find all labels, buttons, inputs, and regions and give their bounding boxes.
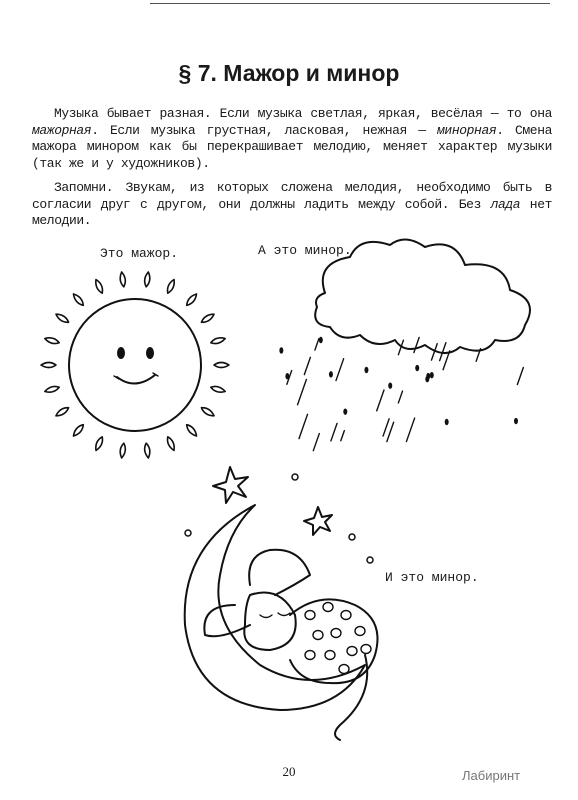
- caption-minor-rain: А это минор.: [258, 243, 352, 258]
- bunny-spot: [355, 627, 365, 636]
- rain-drop: [514, 418, 518, 424]
- bunny-spot: [305, 611, 315, 620]
- sun-ray: [44, 336, 60, 345]
- rain-drop: [319, 337, 323, 343]
- rain-streak: [406, 418, 414, 441]
- text-segment: Музыка бывает разная. Если музыка светлая, яркая, весёлая — то она: [54, 106, 552, 121]
- bunny-spot: [323, 603, 333, 612]
- bunny-spot: [325, 651, 335, 660]
- rain-streak: [313, 434, 319, 451]
- paragraph-remember: [32, 180, 552, 230]
- sun-ray: [210, 385, 226, 394]
- dot-star-icon: [185, 530, 191, 536]
- sun-ray: [144, 443, 151, 459]
- sun-ray: [119, 272, 126, 288]
- rain-streak: [517, 367, 523, 384]
- rain-streak: [398, 391, 402, 403]
- rain-drop: [415, 365, 419, 371]
- rain-lines: [279, 337, 523, 451]
- sun-left-eye: [117, 347, 125, 359]
- rain-cloud-illustration: [255, 235, 545, 455]
- sun-illustration: [35, 265, 235, 465]
- moon-bunny-illustration: [160, 455, 400, 755]
- watermark-logo: Лабиринт: [462, 768, 521, 783]
- sun-ray: [185, 423, 199, 438]
- rain-streak: [414, 337, 419, 352]
- bunny-spot: [313, 631, 323, 640]
- sun-smile: [117, 375, 155, 384]
- cloud-outline: [315, 239, 530, 353]
- text-segment: Запомни. Звукам, из которых сложена мелодия, необходимо быть в согласии друг с другом, они должны ладить между собой. Без: [32, 180, 552, 212]
- rain-drop: [279, 347, 283, 353]
- sun-ray: [200, 406, 215, 418]
- italic-term: минорная: [437, 122, 497, 138]
- sun-ray: [200, 312, 215, 324]
- caption-minor-moon: И это минор.: [385, 570, 479, 585]
- bunny-spot: [305, 651, 315, 660]
- star-2-icon: [304, 507, 332, 535]
- dot-star-icon: [367, 557, 373, 563]
- bunny-closed-eyes: [260, 613, 290, 618]
- rain-streak: [315, 339, 319, 350]
- rain-streak: [387, 422, 394, 441]
- sun-face-circle: [69, 299, 201, 431]
- caption-major: Это мажор.: [100, 246, 179, 261]
- top-rule: [150, 3, 550, 4]
- text-segment: нет мелодии.: [32, 196, 552, 228]
- star-1-icon: [213, 467, 248, 503]
- bunny-spots: [305, 603, 371, 674]
- crescent-moon: [185, 505, 365, 710]
- sun-ray: [166, 436, 177, 452]
- text-segment: . Смена мажора минором как бы перекрашивает мелодию, меняет характер музыки (так же и у художников).: [32, 122, 552, 171]
- sun-ray: [94, 278, 105, 294]
- rain-drop: [425, 376, 429, 382]
- sun-ray: [41, 363, 56, 368]
- rain-streak: [298, 379, 307, 404]
- rain-streak: [377, 390, 384, 411]
- sun-ray: [94, 436, 105, 452]
- sun-right-eye: [146, 347, 154, 359]
- rain-streak: [341, 431, 345, 441]
- bunny-ear: [249, 550, 310, 595]
- rain-streak: [299, 414, 308, 438]
- text-segment: . Если музыка грустная, ласковая, нежная —: [91, 122, 438, 138]
- rain-drop: [388, 382, 392, 388]
- rain-streak: [331, 423, 337, 441]
- rain-streak: [336, 359, 344, 381]
- italic-term: лада: [490, 196, 521, 212]
- sun-ray: [55, 406, 70, 418]
- page-title: § 7. Мажор и минор: [178, 60, 400, 86]
- italic-term: мажорная: [32, 122, 92, 138]
- sun-ray: [119, 443, 126, 459]
- page-number: 20: [282, 764, 296, 779]
- paragraph-major-minor: [32, 106, 552, 172]
- bunny-spot: [361, 645, 371, 654]
- rain-drop: [445, 419, 449, 425]
- sun-ray: [72, 423, 86, 438]
- rain-drop: [430, 372, 434, 378]
- bunny-spot: [341, 611, 351, 620]
- rain-streak: [383, 419, 389, 436]
- sun-ray: [214, 363, 229, 368]
- sun-ray: [210, 336, 226, 345]
- rain-drop: [364, 367, 368, 373]
- sun-ray: [55, 312, 70, 324]
- sun-ray: [72, 292, 86, 307]
- rain-streak: [304, 357, 310, 374]
- dot-star-icon: [292, 474, 298, 480]
- sun-ray: [166, 278, 177, 294]
- bunny-ear-2: [204, 605, 250, 636]
- sun-ray: [44, 385, 60, 394]
- bunny-spot: [331, 629, 341, 638]
- bunny-body: [290, 599, 378, 683]
- bunny-head: [244, 593, 295, 651]
- bunny-spot: [339, 665, 349, 674]
- rain-drop: [343, 408, 347, 414]
- dot-star-icon: [349, 534, 355, 540]
- sun-ray: [185, 292, 199, 307]
- bunny-spot: [347, 647, 357, 656]
- rain-drop: [329, 371, 333, 377]
- sun-ray: [144, 272, 151, 288]
